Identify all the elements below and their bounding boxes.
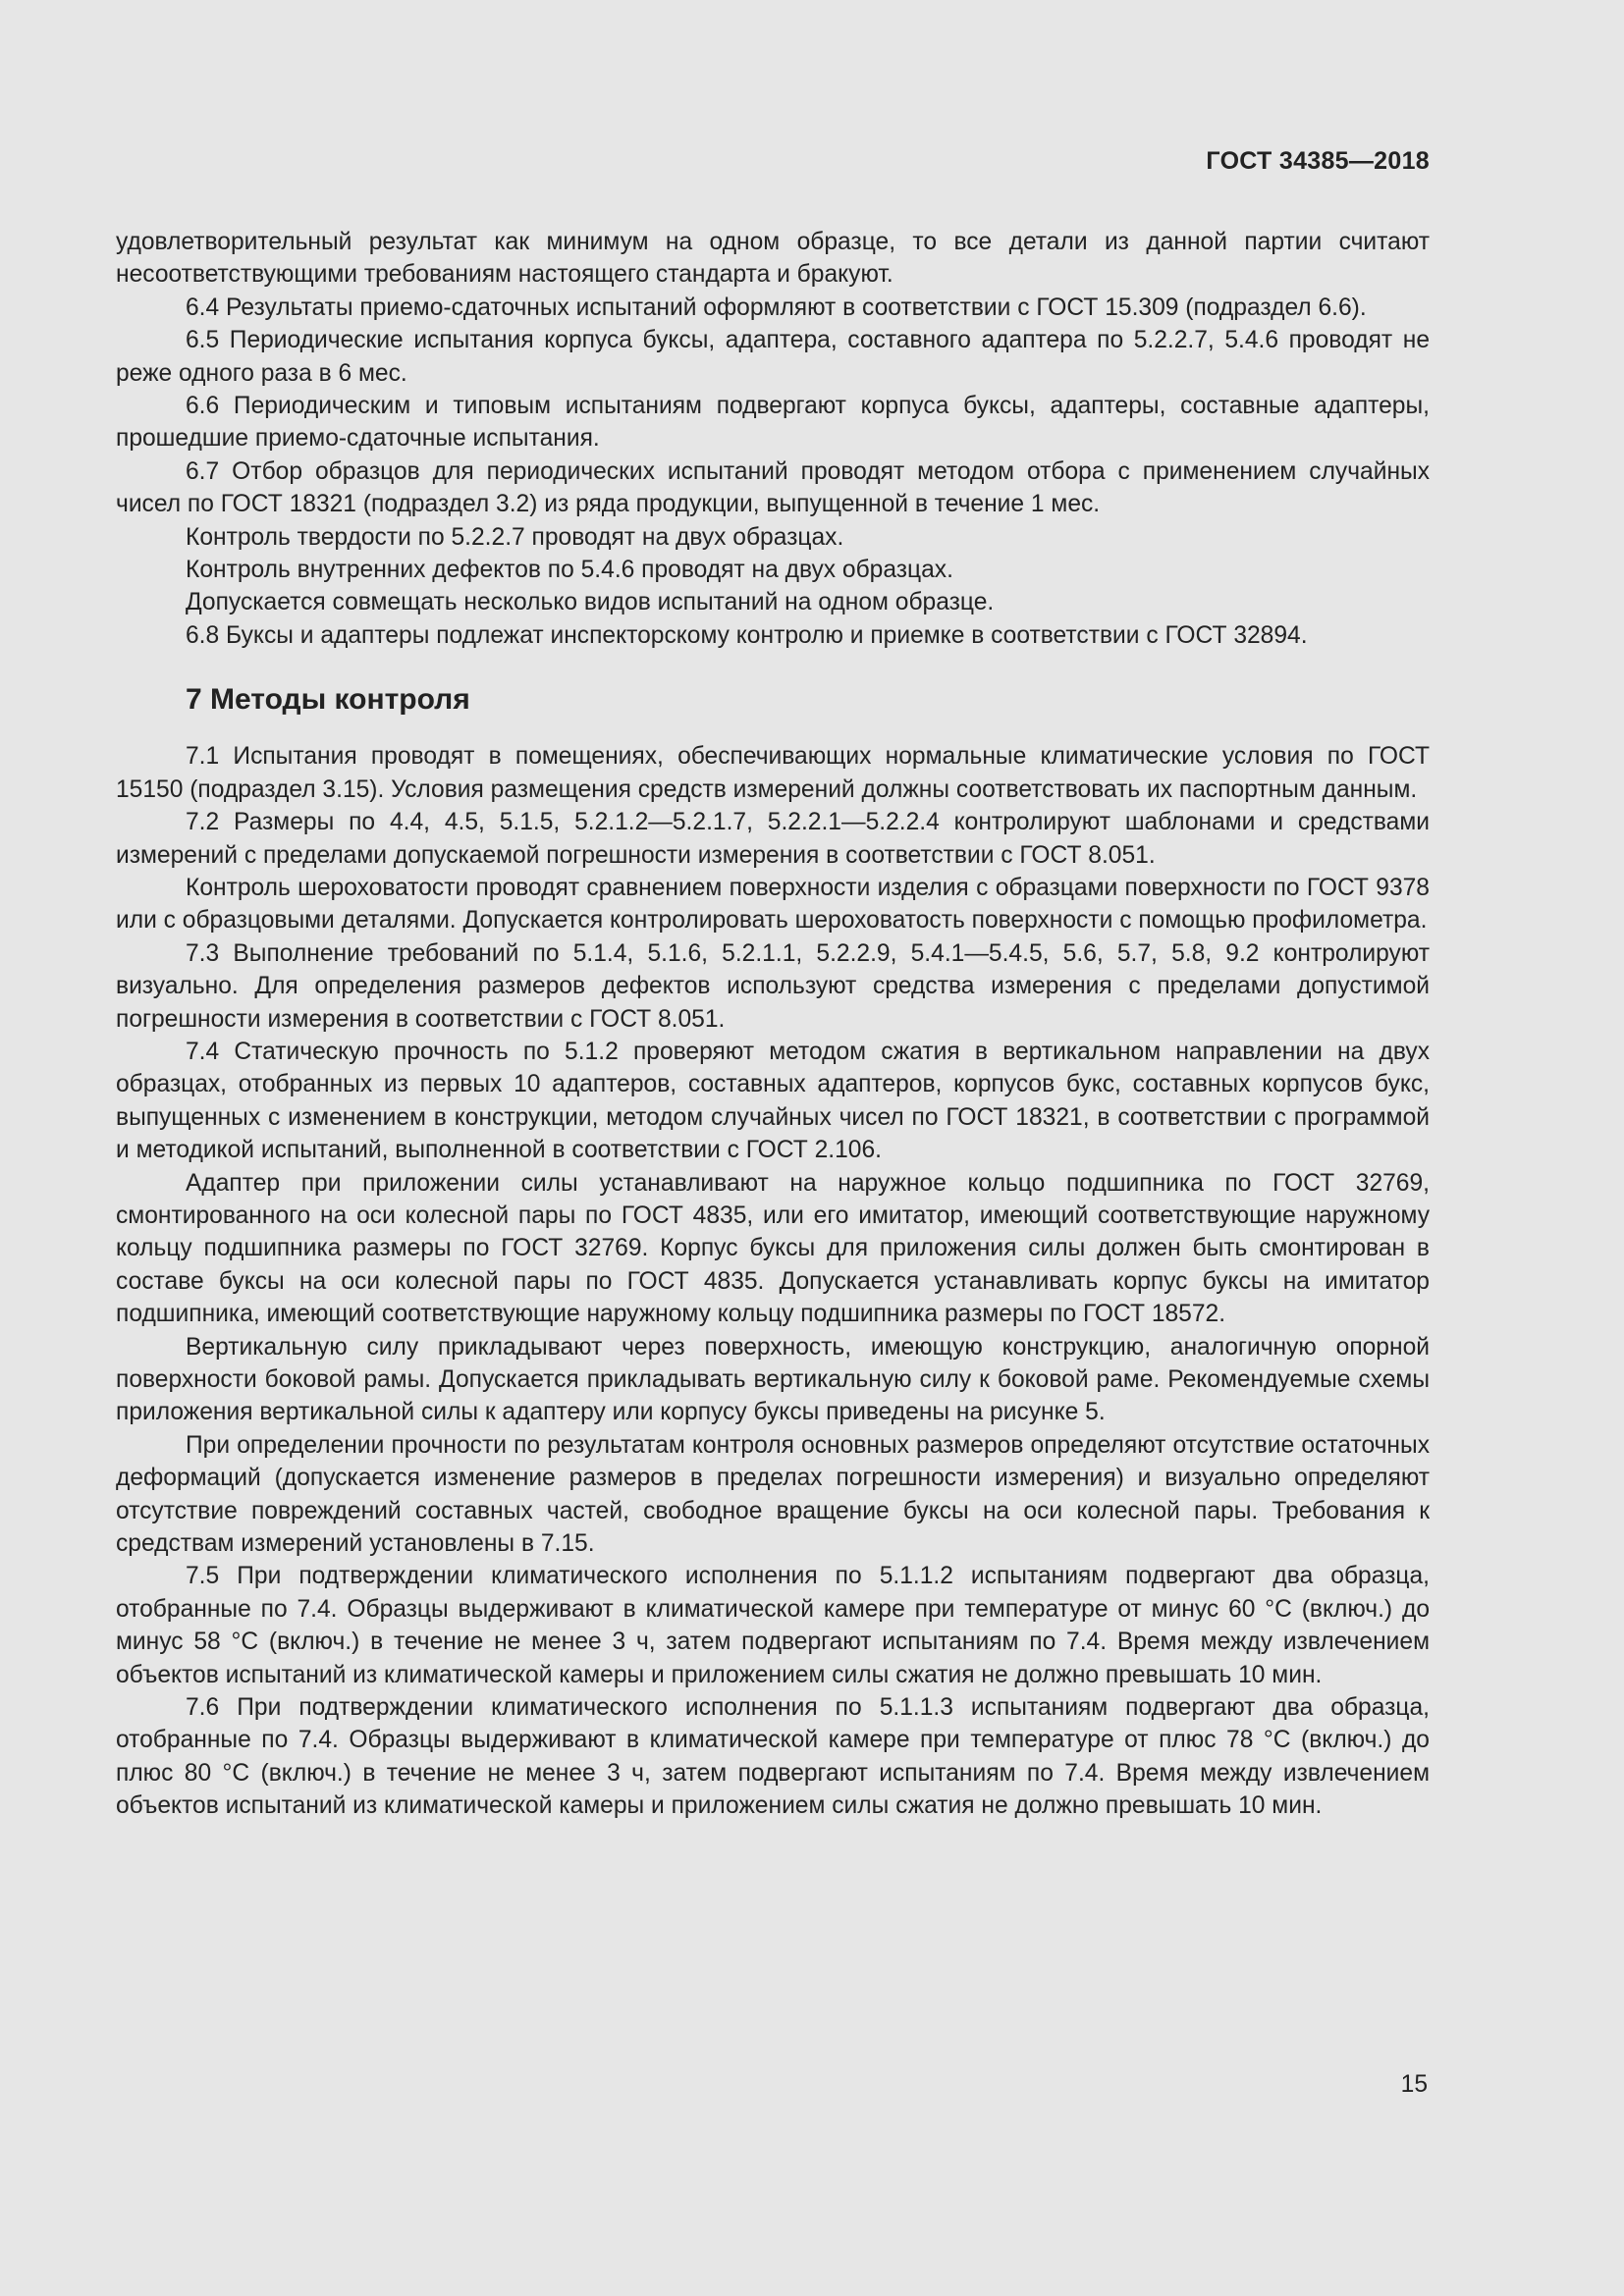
paragraph-7-5: 7.5 При подтверждении климатического исполнения по 5.1.1.2 испытаниям подвергают два образца, отобранные по 7.4. Образцы выдерживают в климатической камере при температуре от минус 60 °С (включ.) до минус 58 °С (включ.) в течение не менее 3 ч, затем подвергают испытаниям по 7.4. Время между извлечением объектов испытаний из климатической камеры и приложением силы сжатия не должно превышать 10 мин. (116, 1563, 1430, 1688)
paragraph-6-4: 6.4 Результаты приемо-сдаточных испытаний оформляют в соответствии с ГОСТ 15.309 (подраздел 6.6). (186, 294, 1367, 321)
paragraph-7-4: 7.4 Статическую прочность по 5.1.2 проверяют методом сжатия в вертикальном направлении на двух образцах, отобранных из первых 10 адаптеров, составных адаптеров, корпусов букс, составных корпусов букс, выпущенных с изменением в конструкции, методом случайных чисел по ГОСТ 18321, в соответствии с программой и методикой испытаний, выполненной в соответствии с ГОСТ 2.106. (116, 1038, 1430, 1164)
paragraph-6-6: 6.6 Периодическим и типовым испытаниям подвергают корпуса буксы, адаптеры, составные адаптеры, прошедшие приемо-сдаточные испытания. (116, 393, 1430, 453)
section-7-title: 7 Методы контроля (186, 683, 470, 717)
paragraph-7-1: 7.1 Испытания проводят в помещениях, обеспечивающих нормальные климатические условия по ГОСТ 15150 (подраздел 3.15). Условия размещения средств измерений должны соответствовать их паспортным данным. (116, 743, 1430, 803)
paragraph-hardness-control: Контроль твердости по 5.2.2.7 проводят на двух образцах. (186, 523, 844, 551)
paragraph-internal-defects-control: Контроль внутренних дефектов по 5.4.6 проводят на двух образцах. (186, 557, 953, 584)
document-body (116, 226, 1430, 1823)
paragraph-7-2: 7.2 Размеры по 4.4, 4.5, 5.1.5, 5.2.1.2—5.2.1.7, 5.2.2.1—5.2.2.4 контролируют шаблонами и средствами измерений с пределами допускаемой погрешности измерения в соответствии с ГОСТ 8.051. (116, 809, 1430, 869)
paragraph-adapter-force-application: Адаптер при приложении силы устанавливают на наружное кольцо подшипника по ГОСТ 32769, смонтированного на оси колесной пары по ГОСТ 4835, или его имитатор, имеющий соответствующие наружному кольцу подшипника размеры по ГОСТ 32769. Корпус буксы для приложения силы должен быть смонтирован в составе буксы на оси колесной пары по ГОСТ 4835. Допускается устанавливать корпус буксы на имитатор подшипника, имеющий соответствующие наружному кольцу подшипника размеры по ГОСТ 18572. (116, 1169, 1430, 1328)
paragraph-vertical-force: Вертикальную силу прикладывают через поверхность, имеющую конструкцию, аналогичную опорной поверхности боковой рамы. Допускается прикладывать вертикальную силу к боковой раме. Рекомендуемые схемы приложения вертикальной силы к адаптеру или корпусу буксы приведены на рисунке 5. (116, 1333, 1430, 1426)
paragraph-7-3: 7.3 Выполнение требований по 5.1.4, 5.1.6, 5.2.1.1, 5.2.2.9, 5.4.1—5.4.5, 5.6, 5.7, 5.8, 9.2 контролируют визуально. Для определения размеров дефектов используют средства измерения с пределами допустимой погрешности измерения в соответствии с ГОСТ 8.051. (116, 939, 1430, 1033)
paragraph-7-6: 7.6 При подтверждении климатического исполнения по 5.1.1.3 испытаниям подвергают два образца, отобранные по 7.4. Образцы выдерживают в климатической камере при температуре от плюс 78 °С (включ.) до плюс 80 °С (включ.) в течение не менее 3 ч, затем подвергают испытаниям по 7.4. Время между извлечением объектов испытаний из климатической камеры и приложением силы сжатия не должно превышать 10 мин. (116, 1694, 1430, 1820)
paragraph-6-7: 6.7 Отбор образцов для периодических испытаний проводят методом отбора с применением случайных чисел по ГОСТ 18321 (подраздел 3.2) из ряда продукции, выпущенной в течение 1 мес. (116, 457, 1430, 518)
paragraph-6-8: 6.8 Буксы и адаптеры подлежат инспекторскому контролю и приемке в соответствии с ГОСТ 32894. (186, 621, 1308, 649)
paragraph-combined-tests: Допускается совмещать несколько видов испытаний на одном образце. (186, 589, 995, 616)
paragraph-roughness-control: Контроль шероховатости проводят сравнением поверхности изделия с образцами поверхности по ГОСТ 9378 или с образцовыми деталями. Допускается контролировать шероховатость поверхности с помощью профилометра. (116, 874, 1430, 934)
paragraph-strength-determination: При определении прочности по результатам контроля основных размеров определяют отсутствие остаточных деформаций (допускается изменение размеров в пределах погрешности измерения) и визуально определяют отсутствие повреждений составных частей, свободное вращение буксы на оси колесной пары. Требования к средствам измерений установлены в 7.15. (116, 1431, 1430, 1558)
paragraph-6-5: 6.5 Периодические испытания корпуса буксы, адаптера, составного адаптера по 5.2.2.7, 5.4.6 проводят не реже одного раза в 6 мес. (116, 327, 1430, 387)
paragraph-continuation: удовлетворительный результат как минимум на одном образце, то все детали из данной партии считают несоответствующими требованиям настоящего стандарта и бракуют. (116, 229, 1430, 289)
document-code-header: ГОСТ 34385—2018 (1206, 147, 1430, 175)
page-number: 15 (1400, 2071, 1428, 2098)
